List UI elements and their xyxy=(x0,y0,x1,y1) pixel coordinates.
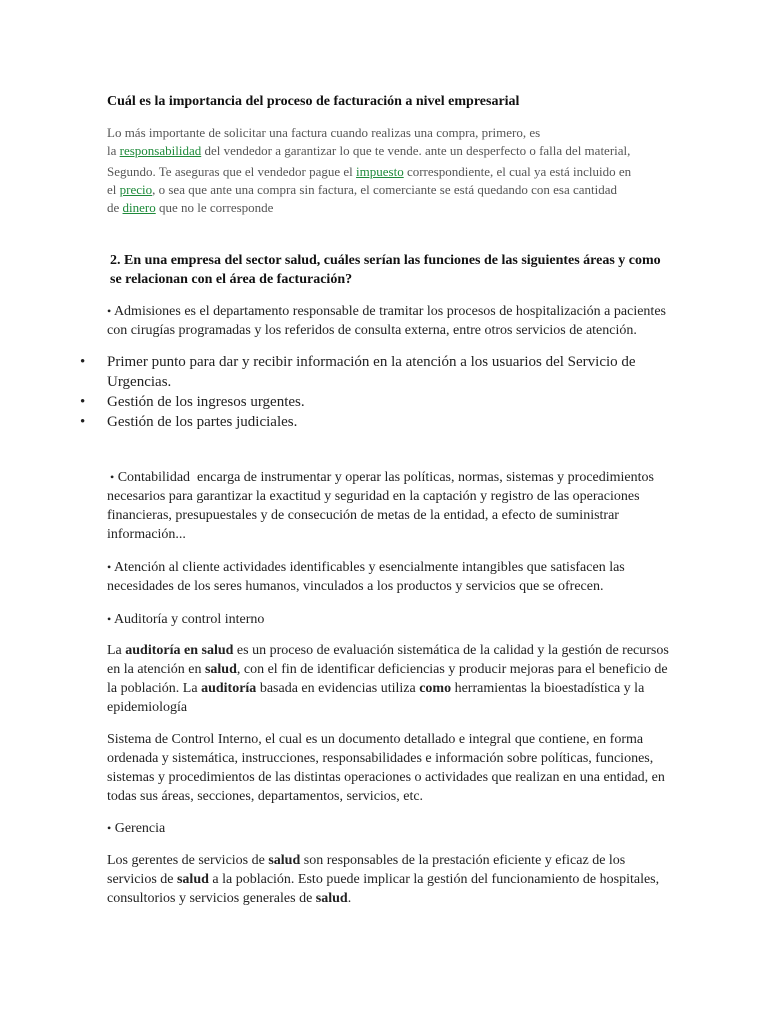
list-item: • Primer punto para dar y recibir información en la atención a los usuarios del Servicio de Urgencias. xyxy=(80,354,636,390)
bullet-icon: • xyxy=(80,354,86,370)
auditoria-paragraph-1: La auditoría en salud es un proceso de evaluación sistemática de la calidad y la gestión de recursos en la atención en salud, con el fin de identificar deficiencias y producir mejoras para el beneficio de la población. La auditoría basada en evidencias utiliza como herramientas la bioestadística y la epidemiología xyxy=(107,643,669,715)
auditoria-paragraph-2: Sistema de Control Interno, el cual es un documento detallado e integral que contiene, en forma ordenada y sistemática, instrucciones, responsabilidades e información sobre políticas, funciones, sistemas y procedimientos de las distintas operaciones o actividades que realizan en una entidad, en todas sus áreas, secciones, departamentos, servicios, etc. xyxy=(107,732,665,804)
intro-paragraph-1: Lo más importante de solicitar una factura cuando realizas una compra, primero, es la responsabilidad del vendedor a garantizar lo que te vende. ante un desperfecto o falla del material, xyxy=(107,125,631,158)
link-precio[interactable]: precio xyxy=(119,182,153,197)
link-responsabilidad[interactable]: responsabilidad xyxy=(119,143,202,158)
section-head-admisiones: Admisiones xyxy=(113,304,181,319)
list-item: • Gestión de los ingresos urgentes. xyxy=(80,394,305,410)
link-dinero[interactable]: dinero xyxy=(122,200,156,215)
admisiones-list xyxy=(80,352,680,432)
gerencia-heading: • Gerencia xyxy=(107,821,166,836)
admisiones-paragraph: • Admisiones es el departamento responsable de tramitar los procesos de hospitalización a pacientes con cirugías programadas y los referidos de consulta externa, entre otros servicios de atención. xyxy=(107,304,666,338)
section-head-atencion: Atención al cliente xyxy=(113,560,220,575)
gerencia-paragraph: Los gerentes de servicios de salud son responsables de la prestación eficiente y eficaz de los servicios de salud a la población. Esto puede implicar la gestión del funcionamiento de hospitales, consultorios y servicios generales de salud. xyxy=(107,853,660,906)
auditoria-heading: • Auditoría y control interno xyxy=(107,612,265,627)
contabilidad-paragraph: • Contabilidad encarga de instrumentar y operar las políticas, normas, sistemas y procedimientos necesarios para garantizar la exactitud y seguridad en la captación y registro de las operaciones financieras, presupuestales y de consecución de metas de la entidad, a efecto de suministrar información... xyxy=(107,470,654,542)
bullet-icon: • xyxy=(80,394,86,410)
bullet-icon: • xyxy=(80,414,86,430)
atencion-paragraph: • Atención al cliente actividades identificables y esencialmente intangibles que satisfacen las necesidades de los seres humanos, vinculados a los productos y servicios que se ofrecen. xyxy=(107,560,625,594)
link-impuesto[interactable]: impuesto xyxy=(356,164,404,179)
intro-paragraph-2: Segundo. Te aseguras que el vendedor pague el impuesto correspondiente, el cual ya está incluido en el precio, o sea que ante una compra sin factura, el comerciante se está quedando con esa cantidad de dinero que no le corresponde xyxy=(107,164,632,215)
bullet-icon: • xyxy=(110,470,115,484)
question-2-heading: 2. En una empresa del sector salud, cuáles serían las funciones de las siguientes áreas y como se relacionan con el área de facturación? xyxy=(110,253,661,287)
page-title: Cuál es la importancia del proceso de facturación a nivel empresarial xyxy=(107,94,520,109)
list-item: • Gestión de los partes judiciales. xyxy=(80,414,298,430)
bullet-icon: • xyxy=(107,612,112,626)
bullet-icon: • xyxy=(107,821,112,835)
section-head-contabilidad: Contabilidad xyxy=(117,470,191,485)
bullet-icon: • xyxy=(107,560,112,574)
bullet-icon: • xyxy=(107,304,112,318)
